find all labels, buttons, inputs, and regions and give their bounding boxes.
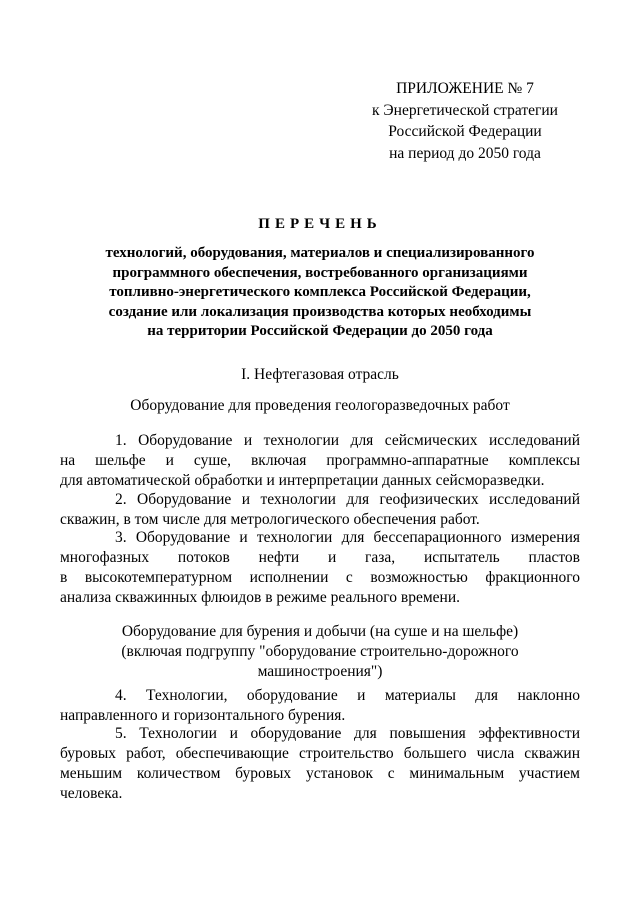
subheading-line: технологий, оборудования, материалов и специализированного	[105, 245, 535, 261]
list-item-line: анализа скважинных флюидов в режиме реального времени.	[60, 589, 461, 606]
subheading-line: создание или локализация производства которых необходимы	[108, 303, 532, 320]
list-item-line: меньшим количеством буровых установок с минимальным участием	[60, 765, 580, 782]
subsection-title-text: Оборудование для проведения геологоразведочных работ	[130, 397, 510, 414]
list-item-line: для автоматической обработки и интерпретации данных сейсморазведки.	[60, 472, 545, 489]
subheading-line: программного обеспечения, востребованного организациями	[112, 264, 528, 281]
list-item-line: 4. Технологии, оборудование и материалы для наклонно	[115, 687, 580, 704]
list-item-line: человека.	[60, 785, 123, 802]
list-item-line: на шельфе и суше, включая программно-аппаратные комплексы	[60, 452, 580, 469]
list-item-line: 3. Оборудование и технологии для бессепарационного измерения	[115, 529, 580, 546]
section-title-text: I. Нефтегазовая отрасль	[241, 366, 399, 383]
list-item-1	[60, 431, 580, 491]
appendix-header	[350, 78, 580, 164]
list-item-line: 5. Технологии и оборудование для повышения эффективности	[115, 725, 580, 742]
subsection-title-line: (включая подгруппу "оборудование строительно-дорожного	[121, 643, 519, 660]
list-item-line: в высокотемпературном исполнении с возможностью фракционного	[60, 569, 580, 586]
appendix-number: ПРИЛОЖЕНИЕ № 7	[396, 80, 534, 97]
list-item-4	[60, 686, 580, 726]
appendix-country: Российской Федерации	[388, 123, 542, 140]
subheading-line: топливно-энергетического комплекса Российской Федерации,	[109, 284, 531, 300]
list-item-line: скважин, в том числе для метрологического обеспечения работ.	[60, 511, 480, 528]
list-item-line: 2. Оборудование и технологии для геофизических исследований	[115, 491, 580, 508]
list-item-line: многофазных потоков нефти и газа, испытатель пластов	[60, 549, 580, 566]
subsection-title-line: машиностроения")	[257, 663, 383, 680]
document-heading: ПЕРЕЧЕНЬ	[258, 216, 382, 232]
list-item-5	[60, 724, 580, 804]
list-item-line: буровых работ, обеспечивающие строительство большего числа скважин	[60, 745, 580, 762]
list-item-line: 1. Оборудование и технологии для сейсмических исследований	[115, 432, 580, 449]
subsection-title-line: Оборудование для бурения и добычи (на суше и на шельфе)	[121, 623, 519, 640]
subsection-title-exploration	[60, 396, 580, 416]
section-title	[60, 365, 580, 385]
list-item-2	[60, 490, 580, 530]
appendix-period: на период до 2050 года	[389, 144, 541, 162]
list-item-3	[60, 528, 580, 608]
appendix-strategy: к Энергетической стратегии	[372, 101, 558, 119]
list-item-line: направленного и горизонтального бурения.	[60, 707, 346, 724]
subheading-line: на территории Российской Федерации до 2050 года	[147, 323, 493, 339]
subsection-title-drilling	[60, 622, 580, 682]
document-subheading	[60, 244, 580, 342]
